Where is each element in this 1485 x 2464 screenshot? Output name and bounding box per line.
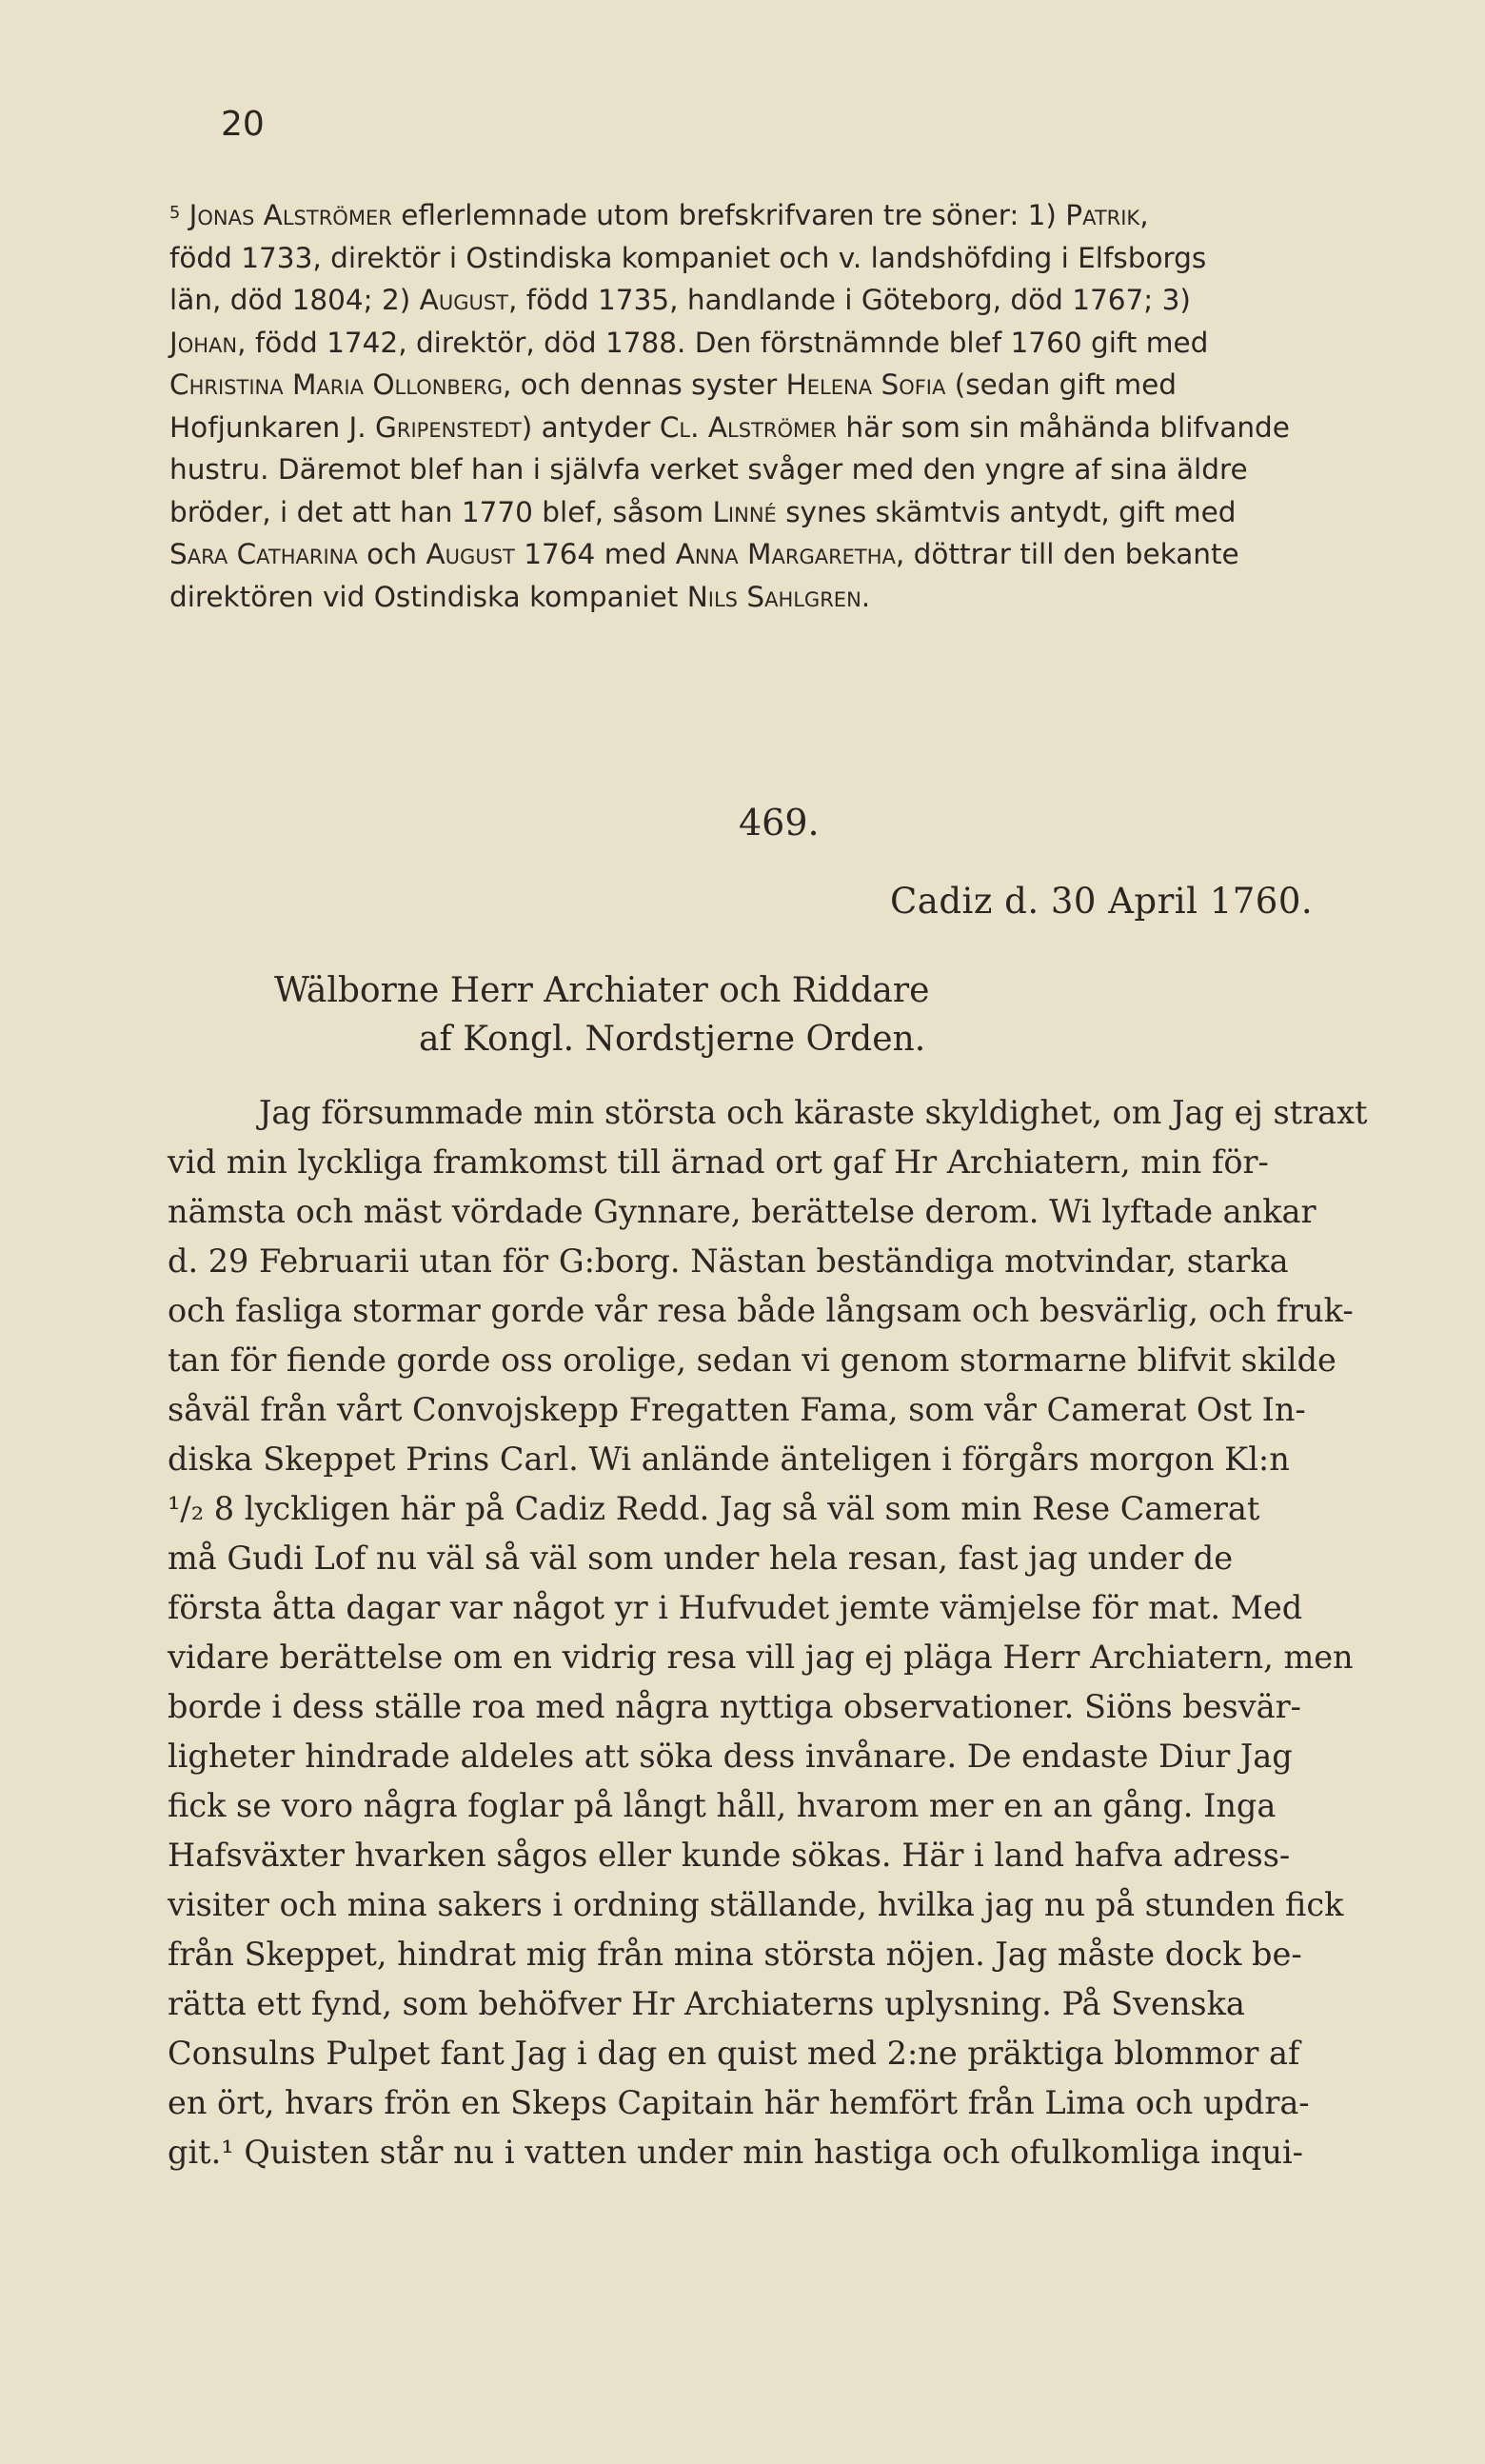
footnote-text: Anna Margaretha [675,538,896,570]
footnote-text: Cl. Alströmer [659,410,838,444]
footnote-text: , född 1742, direktör, död 1788. Den förstnämnde blef 1760 gift med [237,326,1209,359]
footnote-text: ) antyder [521,410,660,444]
footnote-line [169,237,1380,280]
salutation-line-1: Wälborne Herr Archiater och Riddare [274,971,930,1010]
footnote-text: (sedan gift med [945,368,1177,401]
footnote-marker: 5 [169,204,181,223]
letter-line: git.¹ Quisten står nu i vatten under min hastiga och ofulkomliga inqui- [168,2134,1303,2171]
letter-line: Hafsväxter hvarken sågos eller kunde sökas. Här i land hafva adress- [168,1837,1291,1874]
footnote-text: Nils Sahlgren [686,580,861,613]
footnote-line [169,448,1380,491]
footnote-text: , [1139,199,1149,231]
footnote-text: Jonas Alströmer [188,199,392,231]
footnote-text: Gripenstedt [375,410,522,444]
footnote-text: Hofjunkaren J. [169,410,376,444]
footnote-text: län, död 1804; 2) [169,284,420,316]
footnote-line [169,533,1380,576]
letter-line: diska Skeppet Prins Carl. Wi anlände änteligen i förgårs morgon Kl:n [168,1441,1290,1478]
letter-line: d. 29 Februarii utan för G:borg. Nästan beständiga motvindar, starka [168,1242,1289,1280]
letter-line: ligheter hindrade aldeles att söka dess invånare. De endaste Diur Jag [168,1738,1293,1775]
letter-line: från Skeppet, hindrat mig från mina största nöjen. Jag måste dock be- [168,1936,1302,1973]
letter-line: Jag försummade min största och käraste skyldighet, om Jag ej straxt [259,1094,1368,1131]
letter-line: tan för fiende gorde oss orolige, sedan vi genom stormarne blifvit skilde [168,1341,1336,1379]
letter-line: ¹/₂ 8 lyckligen här på Cadiz Redd. Jag så väl som min Rese Camerat [168,1490,1260,1527]
footnote-text: , döttrar till den bekante [895,538,1239,570]
footnote-line [169,576,1380,619]
letter-line: såväl från vårt Convojskepp Fregatten Fama, som vår Camerat Ost In- [168,1391,1306,1428]
footnote-text: Linné [712,495,777,528]
letter-line: nämsta och mäst vördade Gynnare, berättelse derom. Wi lyftade ankar [168,1193,1317,1230]
footnote-text: Patrik [1065,199,1140,231]
letter-line: borde i dess ställe roa med några nyttiga observationer. Siöns besvär- [168,1688,1301,1725]
salutation-line-2: af Kongl. Nordstjerne Orden. [419,1020,926,1059]
footnote-text [180,199,188,231]
letter-line: rätta ett fynd, som behöfver Hr Archiaterns uplysning. På Svenska [168,1985,1245,2022]
letter-line: en ört, hvars frön en Skeps Capitain här hemfört från Lima och updra- [168,2084,1310,2121]
footnote-text: och [357,538,426,570]
page-number: 20 [221,105,265,144]
letter-place-date: Cadiz d. 30 April 1760. [890,881,1314,922]
footnote-text: , och dennas syster [502,368,786,401]
letter-line: visiter och mina sakers i ordning ställande, hvilka jag nu på stunden fick [168,1886,1344,1923]
letter-line: första åtta dagar var något yr i Hufvudet jemte vämjelse för mat. Med [168,1589,1303,1626]
footnote-line [169,194,1380,237]
footnote-line [169,322,1380,365]
footnote-line [169,407,1380,449]
footnote-text: synes skämtvis antydt, gift med [776,495,1237,528]
letter-salutation [274,966,929,1063]
footnote-text: . [861,580,871,613]
footnote-line [169,279,1380,322]
footnote-text: direktören vid Ostindiska kompaniet [169,580,687,613]
footnote-text: Helena Sofia [785,368,946,401]
footnote-text: här som sin måhända blifvande [837,410,1290,444]
letter-number: 469. [739,802,820,844]
letter-line: vidare berättelse om en vidrig resa vill jag ej pläga Herr Archiatern, men [168,1639,1354,1676]
footnote-text: August [419,284,509,316]
footnote-text: bröder, i det att han 1770 blef, såsom [169,495,713,528]
footnote-text: Christina Maria Ollonberg [169,368,503,401]
footnote-text: Sara Catharina [169,538,358,570]
letter-line: och fasliga stormar gorde vår resa både långsam och besvärlig, och fruk- [168,1292,1354,1329]
footnote-text: hustru. Däremot blef han i självfa verket svåger med den yngre af sina äldre [169,453,1248,486]
footnote-text: född 1733, direktör i Ostindiska kompaniet och v. landshöfding i Elfsborgs [169,241,1207,274]
footnote-text: 1764 med [514,538,676,570]
footnote-text: August [426,538,515,570]
footnote [169,194,1380,618]
footnote-text: Johan [169,326,238,359]
letter-body [168,1088,1378,2177]
footnote-line [169,491,1380,534]
letter-line: fick se voro några foglar på långt håll, hvarom mer en an gång. Inga [168,1787,1277,1824]
footnote-line [169,364,1380,407]
footnote-text: eflerlemnade utom brefskrifvaren tre söner: 1) [391,199,1066,231]
letter-line: Consulns Pulpet fant Jag i dag en quist med 2:ne präktiga blommor af [168,2035,1300,2072]
letter-line: må Gudi Lof nu väl så väl som under hela resan, fast jag under de [168,1540,1234,1577]
letter-line: vid min lyckliga framkomst till ärnad ort gaf Hr Archiatern, min för- [168,1143,1269,1181]
footnote-text: , född 1735, handlande i Göteborg, död 1767; 3) [508,284,1191,316]
